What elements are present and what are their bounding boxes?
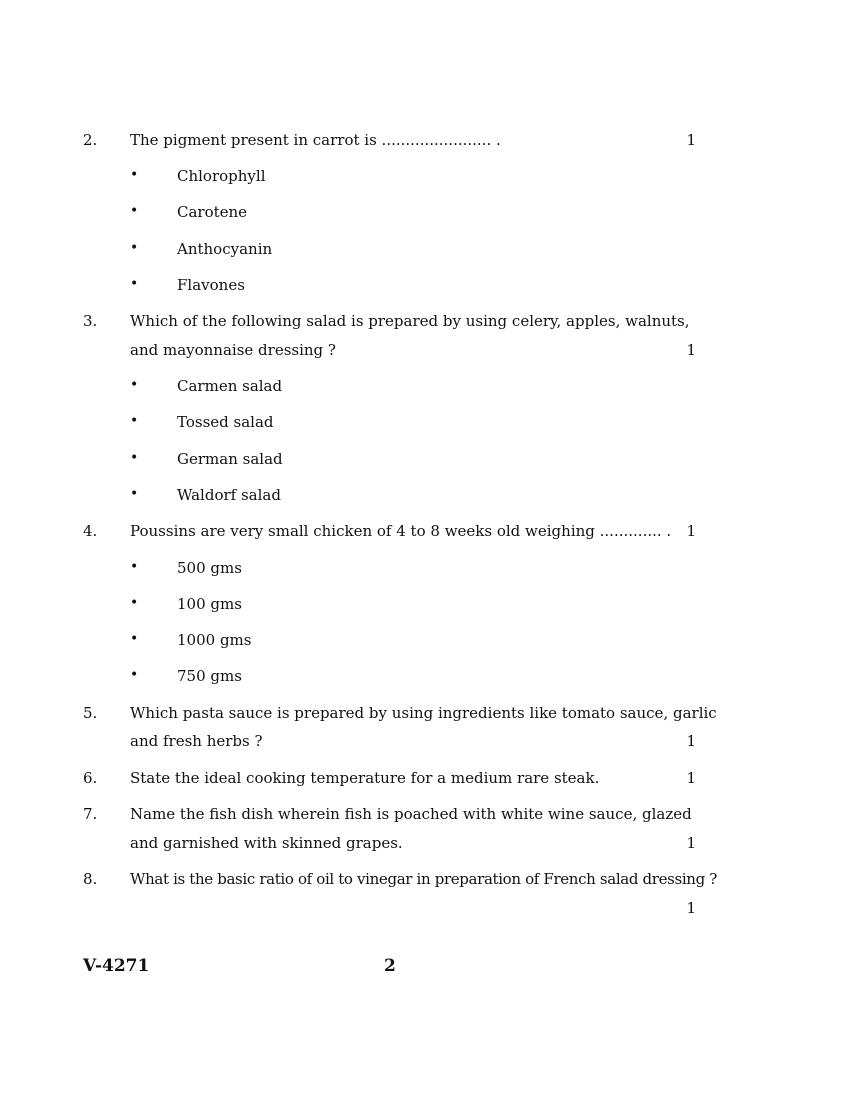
bullet-icon: • (130, 377, 139, 393)
option-label: Carmen salad (177, 377, 283, 395)
option-label: Flavones (177, 276, 245, 294)
question-text: State the ideal cooking temperature for a medium rare steak. (130, 769, 600, 787)
option-label: Chlorophyll (177, 167, 266, 185)
bullet-icon: • (130, 413, 139, 429)
question-marks: 1 (686, 341, 696, 359)
bullet-icon: • (130, 486, 139, 502)
option-label: Tossed salad (177, 413, 274, 431)
option-label: Waldorf salad (177, 486, 281, 504)
question-marks: 1 (686, 769, 696, 787)
paper-code: V-4271 (83, 956, 150, 976)
bullet-icon: • (130, 203, 139, 219)
question-text: The pigment present in carrot is ....................... . (130, 131, 501, 149)
question-text-line-2: and garnished with skinned grapes. (130, 834, 403, 852)
question-number: 4. (83, 522, 98, 540)
option-label: 1000 gms (177, 631, 252, 649)
option-label: 750 gms (177, 667, 242, 685)
bullet-icon: • (130, 276, 139, 292)
question-number: 8. (83, 870, 98, 888)
option-label: Carotene (177, 203, 248, 221)
bullet-icon: • (130, 631, 139, 647)
question-marks: 1 (686, 522, 696, 540)
question-marks: 1 (686, 131, 696, 149)
question-text-line-1: Which pasta sauce is prepared by using ingredients like tomato sauce, garlic (130, 704, 717, 722)
option-label: 500 gms (177, 559, 242, 577)
question-marks: 1 (686, 834, 696, 852)
question-number: 7. (83, 805, 98, 823)
question-number: 2. (83, 131, 98, 149)
option-label: 100 gms (177, 595, 242, 613)
question-number: 3. (83, 312, 98, 330)
question-text-line-1: Which of the following salad is prepared by using celery, apples, walnuts, (130, 312, 690, 330)
question-number: 6. (83, 769, 98, 787)
question-text-line-2: and fresh herbs ? (130, 732, 263, 750)
option-label: Anthocyanin (177, 240, 273, 258)
question-text-line-1: Name the fish dish wherein fish is poached with white wine sauce, glazed (130, 805, 692, 823)
page-number: 2 (384, 956, 396, 976)
question-text: What is the basic ratio of oil to vinegar in preparation of French salad dressing ? (130, 870, 717, 888)
option-label: German salad (177, 450, 283, 468)
bullet-icon: • (130, 240, 139, 256)
bullet-icon: • (130, 559, 139, 575)
question-marks: 1 (686, 732, 696, 750)
bullet-icon: • (130, 450, 139, 466)
question-text-line-2: and mayonnaise dressing ? (130, 341, 336, 359)
question-marks: 1 (686, 899, 696, 917)
bullet-icon: • (130, 167, 139, 183)
question-number: 5. (83, 704, 98, 722)
question-text: Poussins are very small chicken of 4 to 8 weeks old weighing ............. . (130, 522, 672, 540)
bullet-icon: • (130, 595, 139, 611)
bullet-icon: • (130, 667, 139, 683)
